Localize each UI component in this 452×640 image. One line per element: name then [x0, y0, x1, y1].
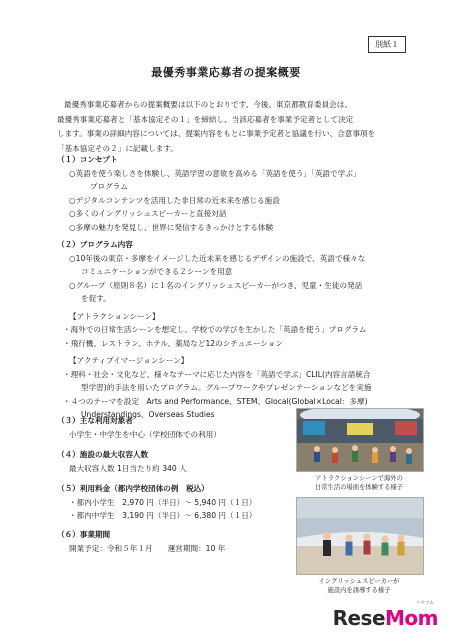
- resemom-logo: [333, 606, 438, 630]
- section-concept: [57, 153, 417, 234]
- bullet-line: Understandings、Overseas Studies: [81, 410, 215, 419]
- intro-line: 「基本協定その２」に記載します。: [57, 143, 178, 153]
- section-text: 最大収容人数 1日当たり約 340 人: [69, 463, 187, 473]
- attachment-label: 別紙１: [368, 36, 406, 53]
- logo-ruby: リセマム: [416, 601, 434, 606]
- photo-caption: [296, 577, 422, 595]
- intro-paragraph: [57, 98, 412, 156]
- bullet-line: ・４つのテーマを設定 Arts and Performance、STEM、Glocal(Global×Local：多摩): [63, 396, 368, 406]
- page-title: 最優秀事業応募者の提案概要: [151, 66, 301, 79]
- bullet-line: ○多摩の魅力を発見し、世界に発信するきっかけとする体験: [69, 222, 274, 232]
- photo-caption: [296, 474, 422, 492]
- section-heading: （４）施設の最大収容人数: [57, 450, 149, 459]
- caption-line: 日常生活の場面を体験する様子: [314, 484, 404, 491]
- section-heading: （５）利用料金（都内学校団体の例 税込）: [57, 484, 209, 493]
- caption-line: アトラクションシーンで海外の: [315, 475, 403, 482]
- bullet-line: ○10年後の東京・多摩をイメージした近未来を感じるデザインの施設で、英語で様々な: [69, 253, 366, 263]
- subsection-heading: 【アクティブイマージョンシーン】: [69, 356, 189, 365]
- bullet-line: を促す。: [81, 294, 111, 303]
- section-text: 小学生・中学生を中心（学校団体での利用）: [69, 429, 221, 439]
- bullet-line: ○英語を使う楽しさを体験し、英語学習の意欲を高める「英語を使う」「英語で学ぶ」: [69, 168, 361, 178]
- fee-line: ・都内小学生 2,970 円（半日）～ 5,940 円（１日）: [69, 497, 257, 507]
- english-speaker-photo: [296, 497, 424, 575]
- section-fees: [57, 482, 287, 523]
- bullet-line: ・海外での日常生活シーンを想定し、学校での学びを生かした「英語を使う」プログラム: [63, 325, 367, 334]
- bullet-line: ・飛行機、レストラン、ホテル、薬局など12のシチュエーション: [63, 338, 283, 348]
- subsection-heading: 【アトラクションシーン】: [69, 311, 160, 321]
- intro-line: します。事業の詳細内容については、提案内容をもとに事業予定者と協議を行い、合意事項を: [57, 129, 376, 138]
- bullet-line: 型学習)的手法を用いたプログラム。グループワークやプレゼンテーションなどを実施: [81, 383, 372, 392]
- section-heading: （２）プログラム内容: [57, 240, 133, 249]
- section-period: [57, 528, 287, 555]
- bullet-line: コミュニケーションができる２シーンを用意: [81, 267, 233, 276]
- bullet-line: ○グループ（原則８名）に１名のイングリッシュスピーカーがつき、児童・生徒の発話: [69, 280, 363, 290]
- section-heading: （６）事業期間: [57, 530, 111, 539]
- intro-line: 最優秀事業応募者からの提案概要は以下のとおりです。今後、東京都教育委員会は、: [64, 100, 352, 109]
- section-heading: （３）主な利用対象者: [57, 416, 133, 425]
- section-target-users: [57, 414, 287, 441]
- fee-line: ・都内中学生 3,190 円（半日）～ 6,380 円（１日）: [69, 511, 257, 520]
- caption-line: 施設内を誘導する様子: [327, 587, 391, 594]
- bullet-line: ・理科・社会・文化など、様々なテーマに応じた内容を「英語で学ぶ」CLIL(内容言語統合: [63, 369, 371, 379]
- caption-line: イングリッシュスピーカーが: [318, 578, 400, 585]
- intro-line: 最優秀事業応募者と「基本協定その１」を締結し、当該応募者を事業予定者として決定: [57, 114, 354, 124]
- attraction-scene-photo: [296, 408, 424, 472]
- logo-part-2: Mom: [385, 606, 438, 630]
- section-text: 開業予定：令和５年１月 運営期間：10 年: [69, 543, 226, 553]
- bullet-line: ○デジタルコンテンツを活用した非日常の近未来を感じる施設: [69, 195, 280, 205]
- bullet-line: プログラム: [90, 182, 128, 191]
- section-program: [57, 238, 417, 422]
- bullet-line: ○多くのイングリッシュスピーカーと直接対話: [69, 209, 227, 218]
- section-heading: （１）コンセプト: [57, 155, 118, 164]
- logo-part-1: Rese: [332, 606, 386, 630]
- section-capacity: [57, 448, 287, 475]
